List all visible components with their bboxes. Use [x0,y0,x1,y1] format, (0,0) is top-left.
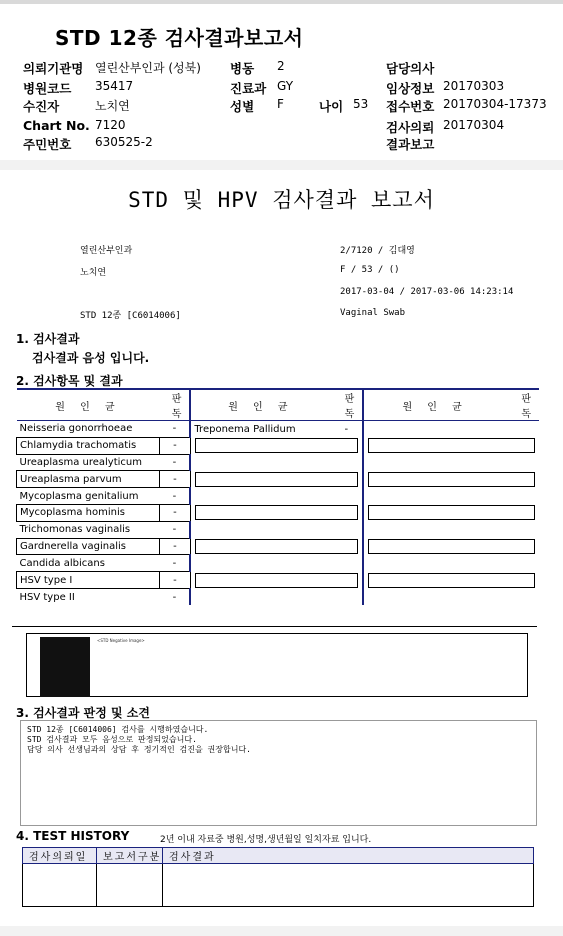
table-row [17,521,540,538]
table-row [17,538,540,555]
pathogen-name: Chlamydia trachomatis [17,437,160,454]
history-cell [163,864,534,907]
section-4-heading: 4. TEST HISTORY [16,829,130,843]
empty-cell [363,471,539,488]
field-label: 결과보고 [386,137,435,152]
opinion-line: STD 12종 [C6014006] 검사를 시행하였습니다. [27,725,209,734]
pathogen-name: Treponema Pallidum [194,423,296,435]
table-row [17,555,540,572]
hospital-name: 열린산부인과 [80,246,133,256]
field-label: 주민번호 [23,137,72,152]
pathogen-name: Mycoplasma genitalium [19,490,139,502]
history-cell [97,864,163,907]
empty-cell [363,521,539,538]
history-cell [23,864,97,907]
test-code: STD 12종 [C6014006] [80,311,181,321]
field-label: 검사의뢰 [386,120,435,135]
pathogen-name: Mycoplasma hominis [17,504,160,521]
opinion-line: 담당 의사 선생님과의 상담 후 정기적인 검진을 권장합니다. [27,745,252,754]
summary-result: 검사결과 음성 입니다. [32,351,150,365]
field-value: GY [277,79,294,93]
pathogen-name: HSV type II [19,591,75,603]
opinion-line: STD 검사결과 모두 음성으로 판정되었습니다. [27,735,197,744]
field-label: 성별 [230,99,255,114]
col-header-result: 판 독 [506,389,539,421]
result-image-frame [26,633,528,697]
history-col-header: 검사결과 [163,848,534,864]
empty-cell [363,572,539,589]
pathogen-result: - [159,572,190,589]
pathogen-result: - [159,538,190,555]
pathogen-result: - [159,504,190,521]
empty-cell [190,538,363,555]
field-value: 630525-2 [95,135,153,149]
patient-name: 노치연 [80,268,107,278]
table-row [17,421,540,438]
pathogen-result: - [159,588,190,605]
field-label: 임상정보 [386,81,435,96]
field-value: 2 [277,59,285,73]
gel-image [40,637,90,697]
section-1-heading: 1. 검사결과 [16,332,80,346]
page-title: STD 12종 검사결과보고서 [55,26,304,50]
empty-cell [190,454,363,471]
pathogen-result: - [159,555,190,572]
history-table [22,847,534,907]
report-title: STD 및 HPV 검사결과 보고서 [128,188,435,212]
col-header-pathogen: 원 인 균 [190,389,330,421]
pathogen-name: Ureaplasma urealyticum [19,456,142,468]
empty-cell [190,572,363,589]
empty-cell [190,588,363,605]
field-value: F [277,97,284,111]
empty-cell [363,504,539,521]
section-2-heading: 2. 검사항목 및 결과 [16,374,123,388]
field-label: 나이 [319,99,344,114]
field-label: 접수번호 [386,99,435,114]
field-value: 열린산부인과 (성북) [95,61,201,75]
table-row [17,471,540,488]
image-caption: <STD Negative Image> [97,638,145,643]
table-row [17,588,540,605]
result-image-panel [12,626,537,702]
empty-cell [363,538,539,555]
report-body [0,170,563,926]
sex-age: F / 53 / () [340,265,400,275]
table-row [17,488,540,505]
opinion-box [20,720,537,826]
report-dates: 2017-03-04 / 2017-03-06 14:23:14 [340,287,514,297]
field-value: 20170304 [443,118,505,132]
pathogen-name: Candida albicans [19,557,105,569]
field-value: 20170303 [443,79,505,93]
field-label: Chart No. [23,118,90,133]
field-label: 담당의사 [386,61,435,76]
pathogen-name: Neisseria gonorrhoeae [19,423,133,435]
pathogen-name: HSV type I [17,572,160,589]
field-value: 7120 [95,118,126,132]
pathogen-result: - [159,521,190,538]
results-table [16,388,539,605]
field-value: 53 [353,97,369,111]
field-label: 의뢰기관명 [23,61,84,76]
field-label: 병원코드 [23,81,72,96]
col-header-result: 판 독 [330,389,363,421]
history-note: 2년 이내 자료중 병원,성명,생년월일 일치자료 입니다. [160,835,372,845]
empty-cell [190,521,363,538]
field-label: 병동 [230,61,255,76]
pathogen-result: - [330,421,363,438]
history-col-header: 보고서구분 [97,848,163,864]
pathogen-result: - [159,421,190,438]
field-value: 노치연 [95,99,130,113]
history-col-header: 검사의뢰일 [23,848,97,864]
report-header [0,4,563,160]
pathogen-result: - [159,488,190,505]
table-row [17,454,540,471]
col-header-pathogen: 원 인 균 [17,389,160,421]
field-value: 20170304-17373 [443,97,547,111]
field-value: 35417 [95,79,134,93]
empty-cell [190,555,363,572]
empty-cell [363,588,539,605]
field-label: 수진자 [23,99,60,114]
empty-cell [363,488,539,505]
empty-cell [190,437,363,454]
table-row [17,572,540,589]
col-header-pathogen: 원 인 균 [363,389,506,421]
chart-doctor: 2/7120 / 김대영 [340,246,415,256]
pathogen-name: Ureaplasma parvum [17,471,160,488]
pathogen-name: Gardnerella vaginalis [17,538,160,555]
specimen: Vaginal Swab [340,308,406,318]
empty-cell [363,555,539,572]
table-row [17,437,540,454]
pathogen-result: - [159,437,190,454]
section-3-heading: 3. 검사결과 판정 및 소견 [16,706,150,720]
empty-cell [363,454,539,471]
pathogen-name: Trichomonas vaginalis [19,524,131,536]
empty-cell [190,471,363,488]
empty-cell [190,504,363,521]
field-label: 진료과 [230,81,267,96]
table-row [17,504,540,521]
empty-cell [363,421,539,438]
empty-cell [190,488,363,505]
table-row [23,864,534,907]
pathogen-result: - [159,471,190,488]
col-header-result: 판 독 [159,389,190,421]
empty-cell [363,437,539,454]
pathogen-result: - [159,454,190,471]
